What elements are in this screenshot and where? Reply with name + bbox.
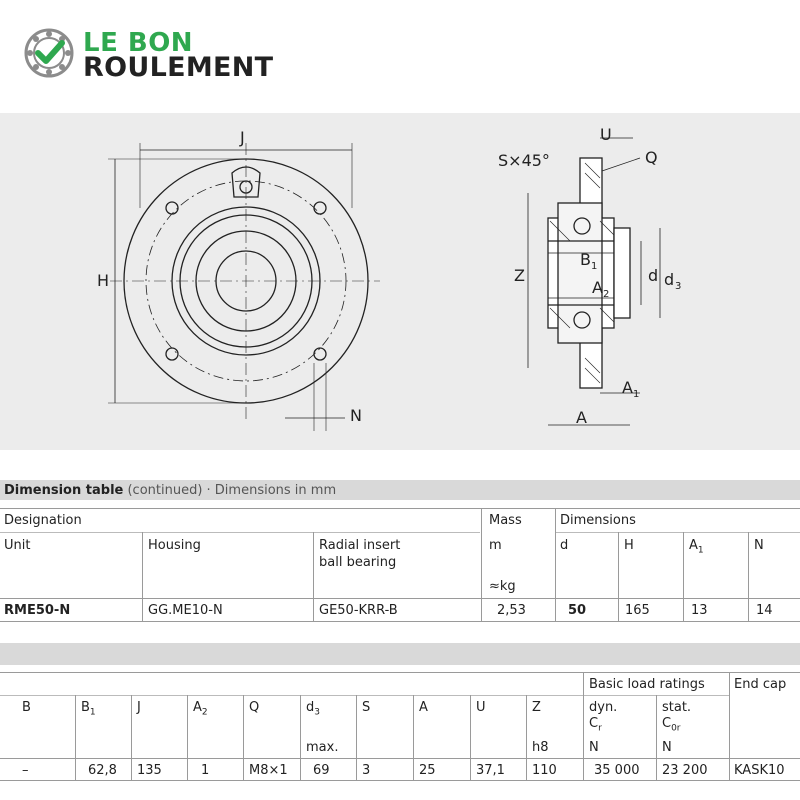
t2-col-A2: $A_2$ [193,700,208,718]
label-N: N [350,406,362,425]
t1-mass: Mass [489,513,522,528]
t1-row-A1: 13 [691,603,708,618]
table2-title-bar [0,643,800,665]
t1-col-d: d [560,538,569,553]
t2-row-B1: 62,8 [88,763,117,778]
t1-housing: Housing [148,538,201,553]
t2-row-Q: M8×1 [249,763,288,778]
t2-c0r: $C_{0r}$ [662,716,681,734]
t2-row-d3: 69 [313,763,330,778]
logo-text-line1: LE BON [83,28,194,58]
label-B1-sub: 1 [591,261,598,272]
t1-row-N: 14 [756,603,773,618]
t2-row-C0r: 23 200 [662,763,708,778]
t2-row-S: 3 [362,763,371,778]
t2-row-B: – [22,763,29,778]
label-J: J [240,128,245,147]
label-A1-sub: 1 [633,389,640,400]
t2-h8: h8 [532,740,549,755]
t1-row-insert: GE50-KRR-B [319,603,398,618]
label-A1: A [622,378,633,397]
t2-row-Z: 110 [532,763,557,778]
t2-n1: N [589,740,599,755]
label-A2: A [592,278,603,297]
label-A: A [576,408,587,427]
t2-basic-load: Basic load ratings [589,677,705,692]
t1-m: m [489,538,502,553]
label-B1: B [580,250,591,269]
t2-dyn: dyn. [589,700,618,715]
t2-end-cap: End cap [734,677,787,692]
t2-stat: stat. [662,700,692,715]
t2-row-Cr: 35 000 [594,763,640,778]
label-H: H [97,271,110,290]
t2-col-B1: $B_1$ [81,700,96,718]
t1-row-mass: 2,53 [497,603,526,618]
table1-title-bold: Dimension table [4,483,124,498]
t1-col-N: N [754,538,764,553]
t2-row-J: 135 [137,763,162,778]
t1-col-H: H [624,538,634,553]
t2-row-endcap: KASK10 [734,763,785,778]
t2-col-A: A [419,700,428,715]
label-Q: Q [645,148,658,167]
t2-n2: N [662,740,672,755]
t1-row-d: 50 [568,603,587,618]
t2-row-A: 25 [419,763,436,778]
t1-row-unit: RME50-N [4,603,71,618]
label-U: U [600,125,612,144]
t2-row-U: 37,1 [476,763,505,778]
t2-row-A2: 1 [201,763,210,778]
t2-cr: $C_r$ [589,716,602,734]
label-A2-sub: 2 [603,289,610,300]
t1-unit: Unit [4,538,31,553]
logo-text-line2: ROULEMENT [83,52,274,83]
label-d3: d [664,270,675,289]
t2-col-Z: Z [532,700,541,715]
table1-title-rest: (continued) · Dimensions in mm [123,483,337,498]
logo-bearing-icon [24,28,74,78]
t1-dimensions: Dimensions [560,513,636,528]
t2-col-U: U [476,700,486,715]
label-d3-sub: 3 [675,281,682,292]
t1-radial-insert: Radial insert [319,538,401,553]
technical-drawing [0,113,800,450]
t1-approx-kg: ≈kg [489,579,516,594]
t2-col-J: J [137,700,141,715]
t2-max: max. [306,740,339,755]
t1-row-housing: GG.ME10-N [148,603,223,618]
t1-ball-bearing: ball bearing [319,555,397,570]
table1-title [4,483,336,498]
t1-col-A1: $A_1$ [689,538,704,556]
label-d: d [648,266,659,285]
t2-col-Q: Q [249,700,260,715]
label-Z: Z [514,266,525,285]
logo [24,28,74,78]
t2-col-B: B [22,700,31,715]
t2-col-d3: $d_3$ [306,700,320,718]
t2-col-S: S [362,700,371,715]
t1-designation: Designation [4,513,82,528]
label-S45: S×45° [498,151,550,170]
t1-row-H: 165 [625,603,650,618]
